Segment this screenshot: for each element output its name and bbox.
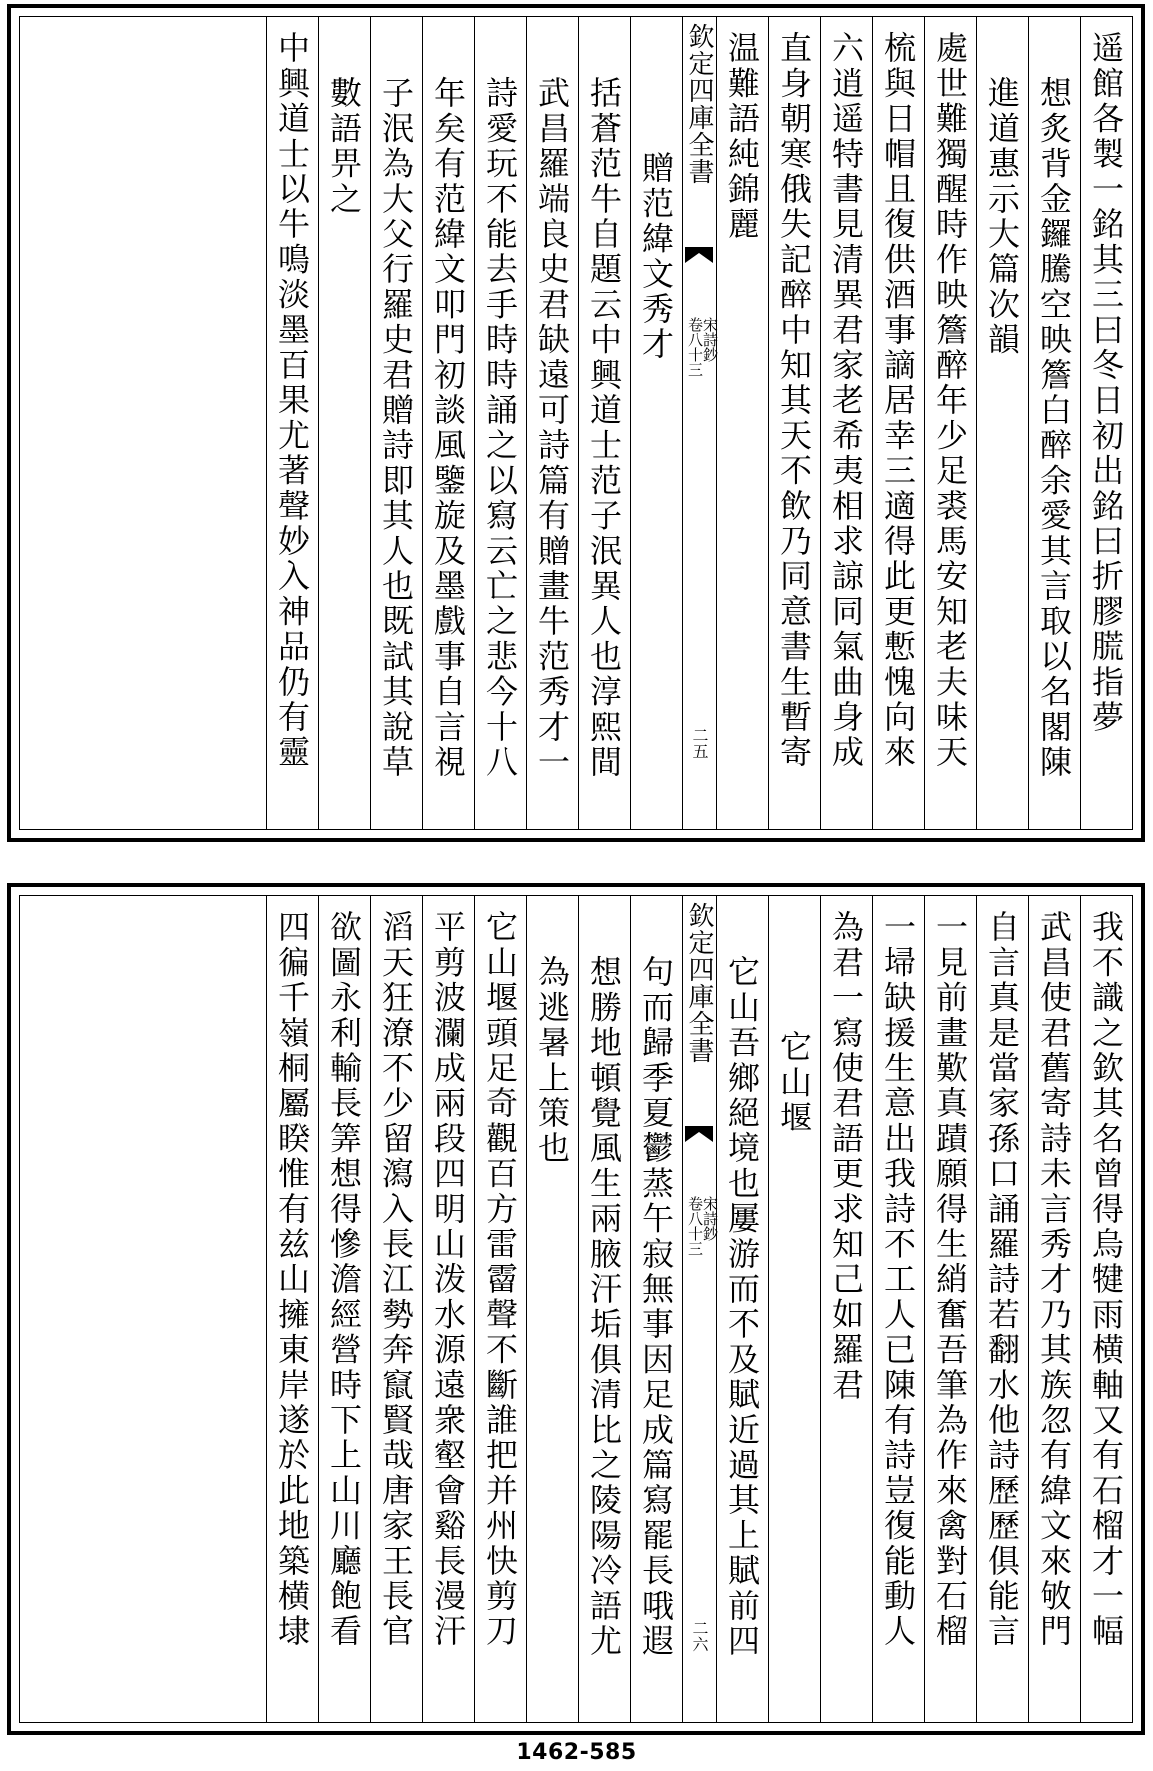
text-column-body: 年矣有范緯文叩門初談風鑒旋及墨戲事自言視 — [429, 76, 467, 780]
text-column-body: 為逃暑上策也 — [533, 955, 571, 1167]
text-column-body: 詩愛玩不能去手時時誦之以寫云亡之悲今十八 — [481, 76, 519, 780]
text-column: 一見前畫歎真蹟願得生綃奮吾筆為作來禽對石榴 — [924, 896, 976, 1722]
top-page-text-block — [19, 16, 1133, 830]
text-column: 中興道士以牛鳴淡墨百果尤著聲妙入神品仍有靈 — [266, 17, 318, 829]
text-column: 為君一寫使君語更求知己如羅君 — [820, 896, 872, 1722]
book-title: 欽定四庫全書 — [684, 23, 714, 185]
text-column: 四徧千嶺桐屬睽惟有兹山擁東岸遂於此地築横埭 — [266, 896, 318, 1722]
leaf-number: 二六 — [690, 1620, 709, 1652]
text-column: 直身朝寒俄失記醉中知其天不飲乃同意書生暫寄 — [768, 17, 820, 829]
text-column — [474, 17, 526, 829]
text-column: 處世難獨醒時作映簷醉年少足裘馬安知老夫味天 — [924, 17, 976, 829]
text-column: 平剪波瀾成兩段四明山泼水源遠衆壑會谿長漫汗 — [422, 896, 474, 1722]
text-column: 滔天狂潦不少留瀉入長江勢奔竄賢哉唐家王長官 — [370, 896, 422, 1722]
poem-title: 進道惠示大篇次韻 — [983, 76, 1021, 358]
page-footer-number: 1462-585 — [516, 1740, 637, 1765]
poem-title: 贈范緯文秀才 — [637, 151, 675, 363]
text-column — [526, 17, 578, 829]
bottom-page-frame — [7, 883, 1145, 1735]
text-column-body: 想炙背金鑼騰空映簷白醉余愛其言取以名閣陳 — [1035, 76, 1073, 780]
text-column — [578, 17, 630, 829]
poem-title-column — [768, 896, 820, 1722]
text-column — [578, 896, 630, 1722]
text-column: 六逍遥特書見清異君家老希夷相求諒同氣曲身成 — [820, 17, 872, 829]
text-column: 武昌使君舊寄詩未言秀才乃其族忽有緯文來敂門 — [1028, 896, 1080, 1722]
poem-title: 它山堰 — [775, 1030, 813, 1136]
text-column-body: 武昌羅端良史君缺遠可詩篇有贈畫牛范秀才一 — [533, 76, 571, 780]
poem-title-column — [976, 17, 1028, 829]
text-column: 遥館各製一銘其三曰冬日初出銘曰折膠㬻指夢 — [1080, 17, 1132, 829]
text-column — [422, 17, 474, 829]
text-column: 我不識之欽其名曾得烏犍雨横軸又有石榴才一幅 — [1080, 896, 1132, 1722]
top-page-frame — [7, 4, 1145, 842]
text-column: 自言真是當家孫口誦羅詩若翻水他詩歷歷俱能言 — [976, 896, 1028, 1722]
text-column: 温難語純錦麗 — [716, 17, 768, 829]
fishtail-mark-icon — [685, 1126, 713, 1142]
text-column-body: 數語畀之 — [325, 76, 363, 217]
text-column — [526, 896, 578, 1722]
text-column-body: 句而歸季夏鬱蒸午寂無事因足成篇寫罷長哦遐 — [637, 955, 675, 1659]
fold-column — [682, 896, 719, 1722]
text-column — [1028, 17, 1080, 829]
poem-title-column — [630, 17, 682, 829]
bottom-page-text-block — [19, 895, 1133, 1723]
juan-label: 宋詩鈔 卷八十三 — [686, 317, 719, 377]
text-column-body: 括蒼范牛自題云中興道士范子泯異人也淳熙間 — [585, 76, 623, 780]
text-column — [318, 17, 370, 829]
fishtail-mark-icon — [685, 247, 713, 263]
leaf-number: 二五 — [690, 727, 709, 759]
text-column-body: 想勝地頓覺風生兩腋汗垢俱清比之陵陽冷語尤 — [585, 955, 623, 1659]
text-column: 它山堰頭足奇觀百方雷霤聲不斷誰把并州快剪刀 — [474, 896, 526, 1722]
book-title: 欽定四庫全書 — [684, 902, 714, 1064]
text-column — [716, 896, 768, 1722]
fold-column — [682, 17, 719, 829]
text-column: 欲圖永利輸長筭想得慘澹經營時下上山川廳飽看 — [318, 896, 370, 1722]
juan-label: 宋詩鈔 卷八十三 — [686, 1196, 719, 1256]
text-column-body: 它山吾鄉絕境也屢游而不及賦近過其上賦前四 — [723, 955, 761, 1659]
text-column — [370, 17, 422, 829]
text-column: 一埽缺援生意出我詩不工人已陳有詩豈復能動人 — [872, 896, 924, 1722]
text-column-body: 子泯為大父行羅史君贈詩即其人也既試其說草 — [377, 76, 415, 780]
text-column — [630, 896, 682, 1722]
text-column: 梳與日帽且復供酒事謫居幸三適得此更慙愧向來 — [872, 17, 924, 829]
